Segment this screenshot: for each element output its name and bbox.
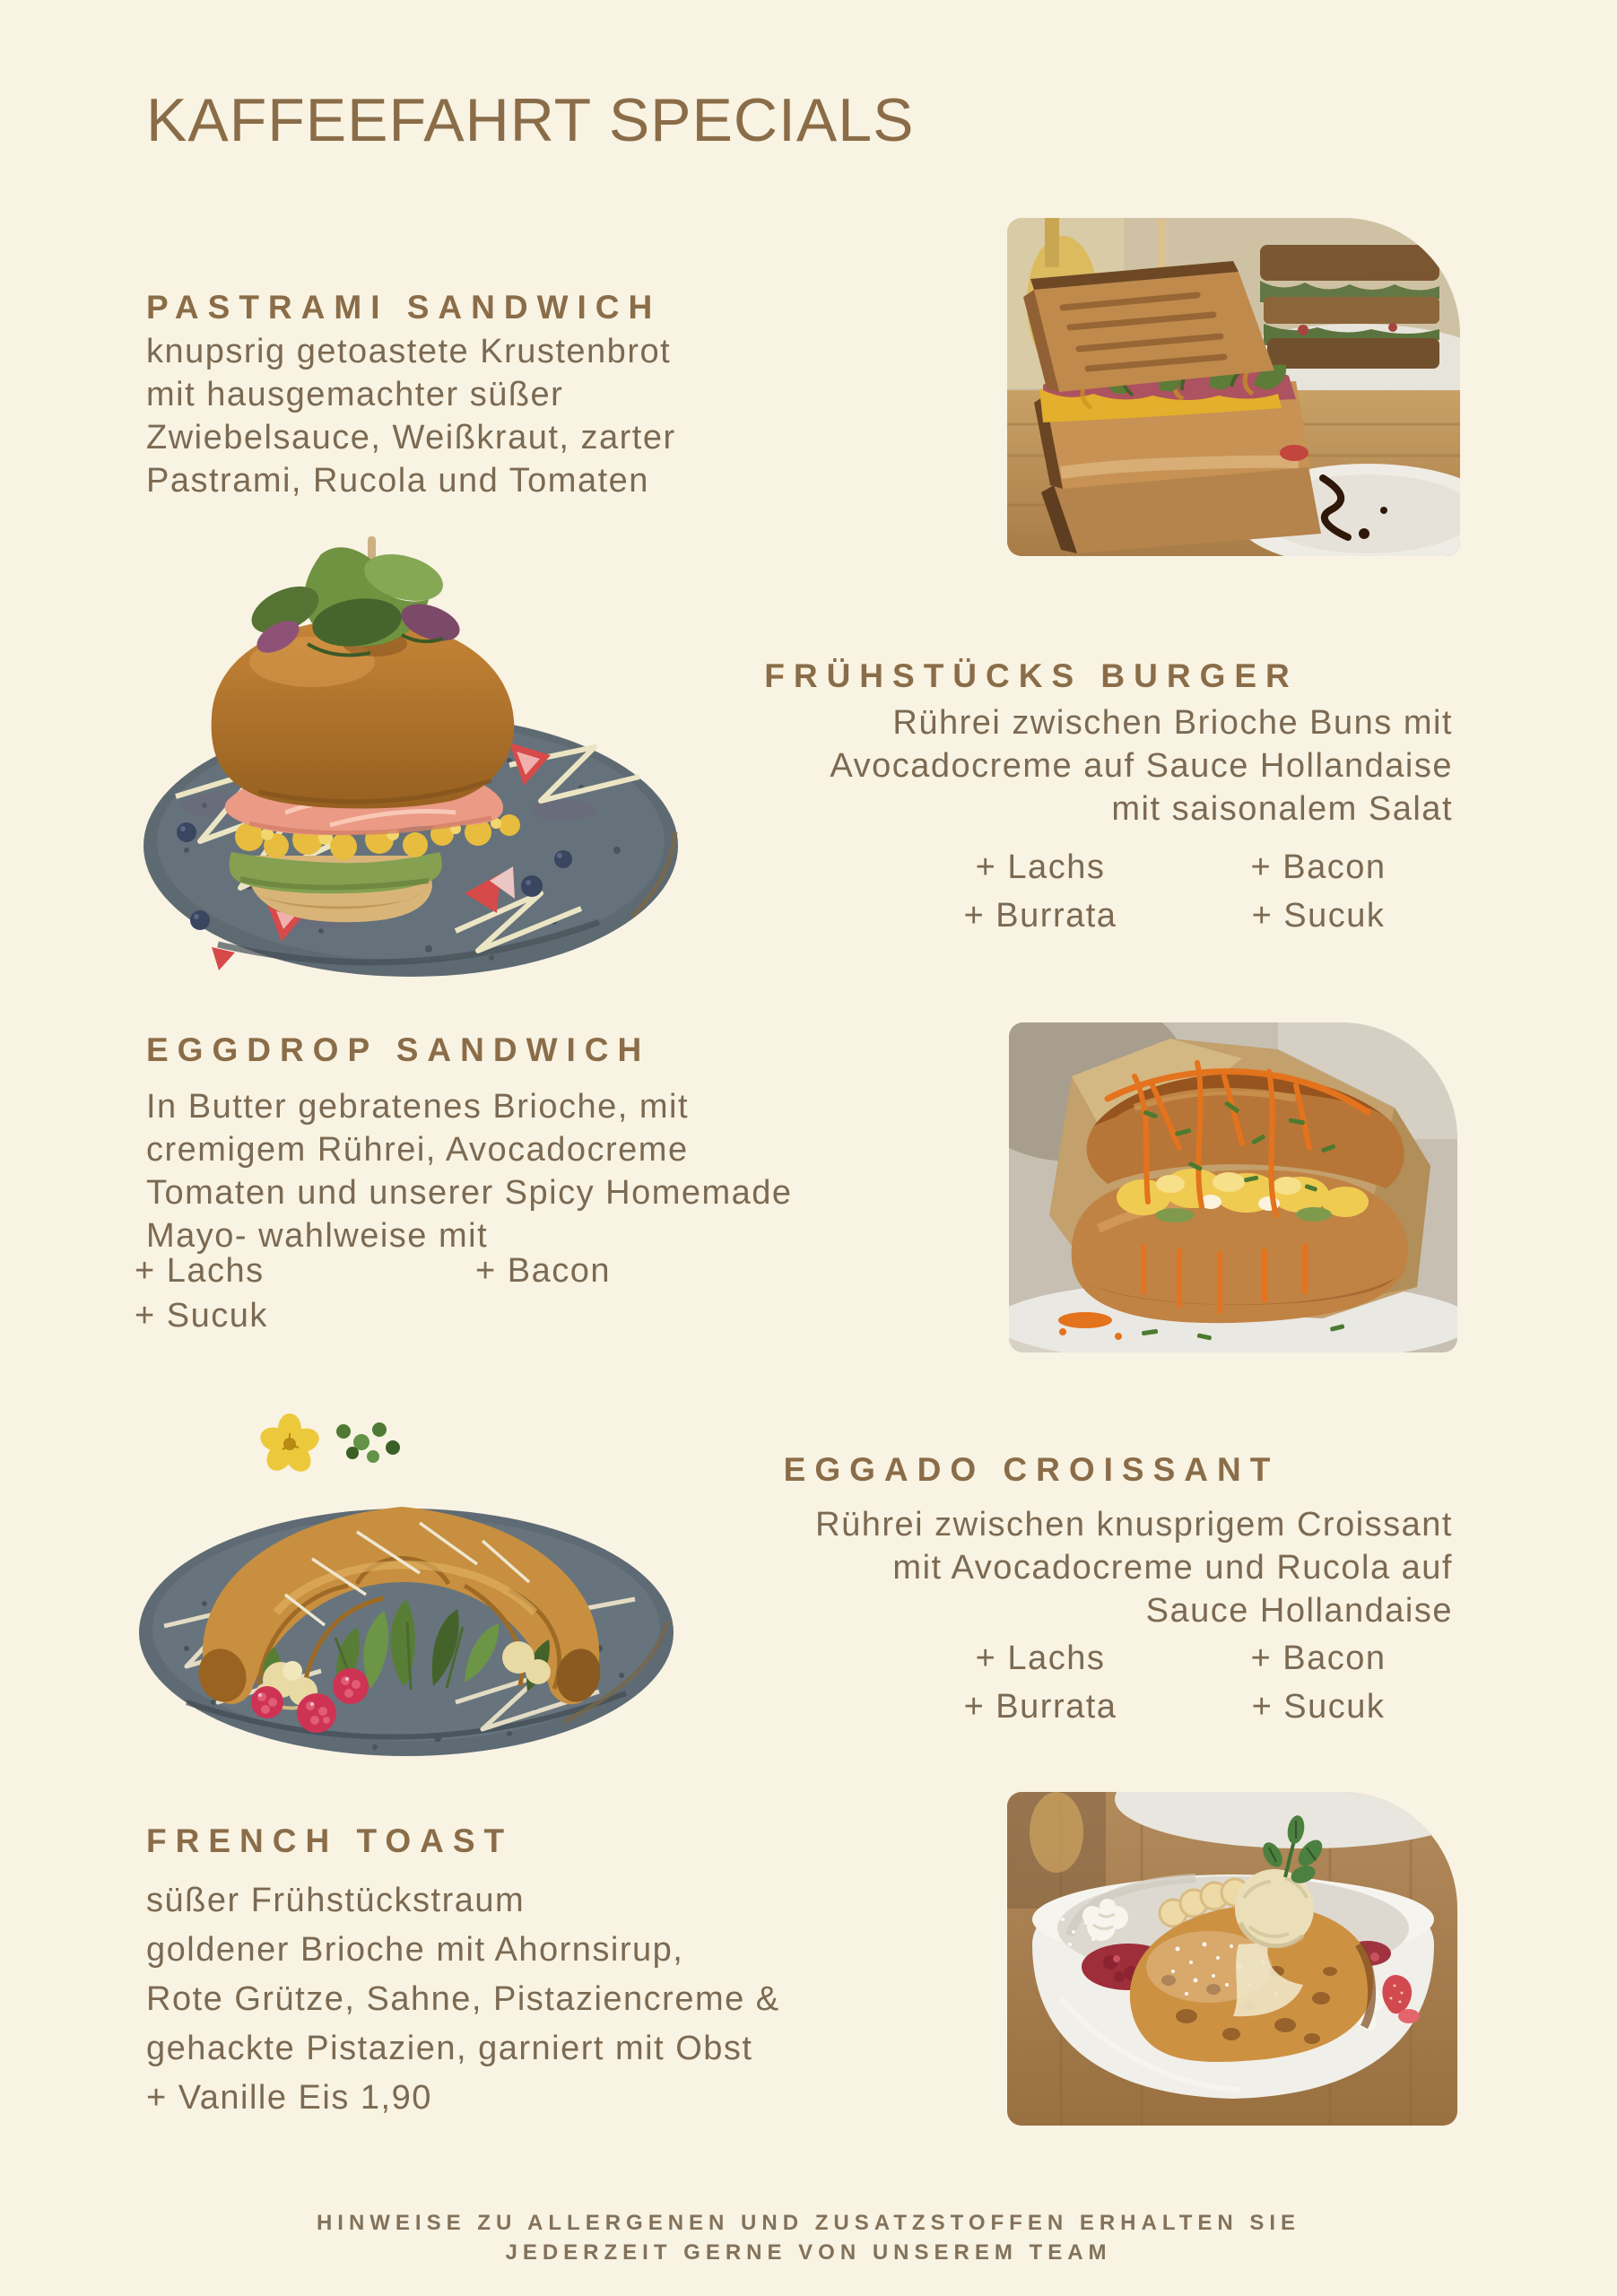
description-line: Zwiebelsauce, Weißkraut, zarter xyxy=(146,419,676,457)
burger-description xyxy=(610,701,1453,831)
allergen-notice xyxy=(0,2208,1617,2267)
eggdrop-description xyxy=(146,1085,793,1257)
eggdrop-sandwich-photo xyxy=(1009,1022,1457,1352)
addon-option: + Burrata xyxy=(963,897,1117,935)
frenchtoast-heading: FRENCH TOAST xyxy=(146,1822,514,1859)
addon-option: + Bacon xyxy=(1250,1639,1387,1677)
description-line: mit Avocadocreme und Rucola auf xyxy=(892,1549,1453,1587)
allergen-notice-line1: HINWEISE ZU ALLERGENEN UND ZUSATZSTOFFEN ERHALTEN SIE xyxy=(316,2211,1301,2235)
addon-option: + Sucuk xyxy=(1251,897,1386,935)
addon-option: + Lachs xyxy=(135,1252,265,1290)
frenchtoast-description xyxy=(146,1876,780,2123)
description-line: cremigem Rührei, Avocadocreme xyxy=(146,1131,689,1169)
eggdrop-sandwich-illustration xyxy=(1009,1022,1457,1352)
eggado-addons xyxy=(897,1634,1453,1731)
addon-column xyxy=(135,1248,475,1338)
addon-option: + Burrata xyxy=(963,1688,1117,1726)
description-line: Rührei zwischen Brioche Buns mit xyxy=(892,704,1453,742)
edible-flower xyxy=(257,1413,322,1476)
addon-option: + Bacon xyxy=(475,1252,611,1290)
description-line: Mayo- wahlweise mit xyxy=(146,1217,489,1255)
description-line: Sauce Hollandaise xyxy=(1145,1592,1453,1630)
addon-option: + Sucuk xyxy=(135,1297,268,1335)
description-line: In Butter gebratenes Brioche, mit xyxy=(146,1088,690,1126)
breakfast-burger-illustration xyxy=(133,536,682,978)
addon-option: + Lachs xyxy=(975,848,1106,886)
addon-column xyxy=(1184,1634,1453,1731)
description-line: Rührei zwischen knusprigem Croissant xyxy=(815,1506,1453,1544)
brioche-sandwich xyxy=(1072,1074,1409,1323)
description-line: süßer Frühstückstraum xyxy=(146,1882,526,1919)
eggado-section xyxy=(610,1451,1453,1489)
eggdrop-addons xyxy=(135,1248,611,1338)
breakfast-burger-photo xyxy=(133,536,682,978)
addon-column xyxy=(897,1634,1184,1731)
addon-column xyxy=(897,843,1184,940)
mayo-pool xyxy=(1058,1312,1112,1328)
eggado-croissant-illustration xyxy=(133,1406,682,1765)
pastrami-sandwich-photo xyxy=(1007,218,1460,556)
eggado-croissant-photo xyxy=(133,1406,682,1765)
eggdrop-heading: EGGDROP SANDWICH xyxy=(146,1031,651,1068)
allergen-notice-line2: JEDERZEIT GERNE VON UNSEREM TEAM xyxy=(505,2240,1112,2265)
pastrami-sandwich-illustration xyxy=(1007,218,1460,556)
french-toast-photo xyxy=(1007,1792,1457,2126)
burger-section xyxy=(610,657,1453,695)
salad-garnish xyxy=(244,536,465,659)
description-line: mit saisonalem Salat xyxy=(1111,790,1453,828)
addon-option: + Lachs xyxy=(975,1639,1106,1677)
description-line: mit hausgemachter süßer xyxy=(146,376,564,413)
parsley-garnish xyxy=(336,1422,400,1463)
pastrami-description xyxy=(146,330,676,502)
description-line: gehackte Pistazien, garniert mit Obst xyxy=(146,2030,753,2067)
addon-column xyxy=(1184,843,1453,940)
description-line: + Vanille Eis 1,90 xyxy=(146,2079,432,2117)
description-line: Rote Grütze, Sahne, Pistaziencreme & xyxy=(146,1980,780,2018)
description-line: goldener Brioche mit Ahornsirup, xyxy=(146,1931,684,1969)
addon-option: + Bacon xyxy=(1250,848,1387,886)
burger-heading: FRÜHSTÜCKS BURGER xyxy=(764,657,1299,694)
page-title: KAFFEEFAHRT SPECIALS xyxy=(146,86,915,154)
pastrami-heading: PASTRAMI SANDWICH xyxy=(146,289,662,326)
description-line: knupsrig getoastete Krustenbrot xyxy=(146,333,672,370)
addon-option: + Sucuk xyxy=(1251,1688,1386,1726)
eggado-description xyxy=(610,1503,1453,1632)
addon-column xyxy=(475,1248,611,1338)
description-line: Tomaten und unserer Spicy Homemade xyxy=(146,1174,793,1212)
french-toast-illustration xyxy=(1007,1792,1457,2126)
description-line: Avocadocreme auf Sauce Hollandaise xyxy=(830,747,1453,785)
description-line: Pastrami, Rucola und Tomaten xyxy=(146,462,649,500)
burger-addons xyxy=(897,843,1453,940)
eggado-heading: EGGADO CROISSANT xyxy=(783,1451,1280,1488)
